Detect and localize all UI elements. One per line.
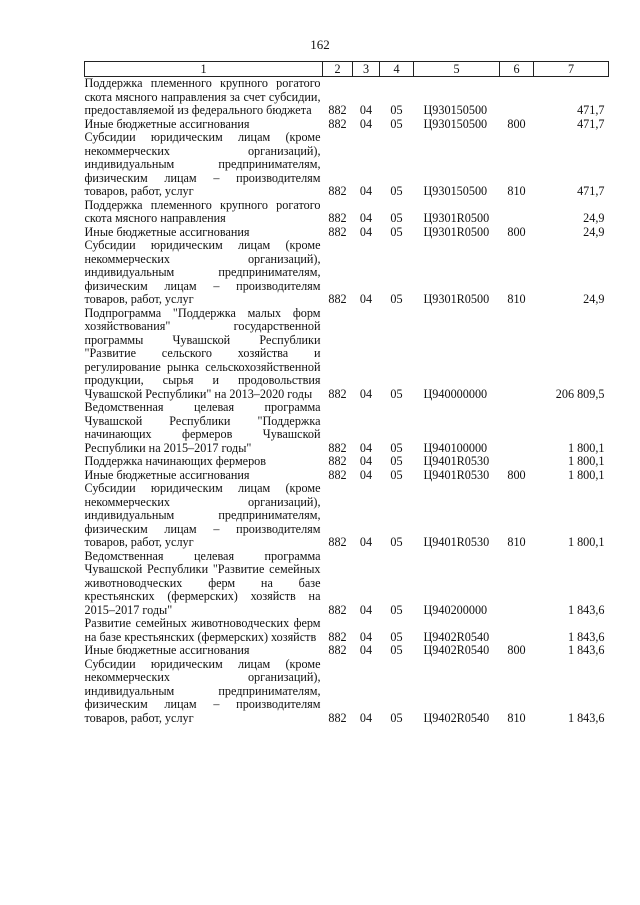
row-section-code: 04 [359,643,373,657]
table-header [85,62,609,77]
row-subsection-code: 05 [390,440,403,455]
header-row [85,62,609,77]
row-section-code: 04 [359,103,373,117]
table-row [85,307,609,402]
row-gr-code: 882 [328,535,347,549]
row-gr-code: 882 [328,629,347,644]
row-gr-code: 882 [328,454,347,468]
row-subsection-code: 05 [390,643,403,657]
row-subsection-code: 05 [390,629,403,644]
row-target-code: Ц930150500 [423,103,488,117]
row-amount: 471,7 [577,103,605,117]
row-target-code: Ц930150500 [423,184,488,198]
row-target-code: Ц9401R0530 [423,467,490,482]
column-header-7: 7 [534,62,609,77]
row-subsection-code: 05 [390,467,403,482]
row-expense-type-code: 810 [507,292,526,306]
row-amount: 1 800,1 [567,454,605,468]
row-section-code: 04 [359,629,373,644]
row-amount: 24,9 [583,292,605,306]
table-row [85,550,609,618]
row-expense-type-code: 800 [507,224,526,239]
row-target-code: Ц9402R0540 [423,710,490,725]
table-row [85,401,609,455]
row-section-code: 04 [359,710,373,725]
row-gr-code: 882 [328,211,347,225]
table-row [85,617,609,644]
row-gr-code: 882 [328,386,347,401]
row-subsection-code: 05 [390,602,403,617]
row-amount: 206 809,5 [555,386,605,401]
row-target-code: Ц9402R0540 [423,629,490,644]
row-target-code: Ц9401R0530 [423,535,490,549]
row-expense-type-code [500,199,534,226]
row-subsection-code: 05 [390,386,403,401]
row-section-code: 04 [359,184,373,198]
row-name: Ведомственная целевая программа Чувашской Республики "Развитие семейных животноводческих ферм на базе крестьянских (фермерских) хозяйств на 2015–2017 годы" [84,548,321,617]
row-name: Поддержка племенного крупного рогатого скота мясного направления [84,197,321,225]
row-section-code: 04 [359,211,373,225]
row-section-code: 04 [359,535,373,549]
row-expense-type-code: 800 [507,116,526,131]
row-expense-type-code [500,617,534,644]
row-amount: 471,7 [577,184,605,198]
row-section-code: 04 [359,454,373,468]
column-header-4: 4 [380,62,414,77]
row-gr-code: 882 [328,440,347,455]
table-row [85,239,609,307]
row-name: Иные бюджетные ассигнования [84,467,250,482]
row-target-code: Ц9301R0500 [423,224,490,239]
row-target-code: Ц940100000 [423,440,488,455]
row-amount: 24,9 [583,224,605,239]
row-amount: 1 800,1 [567,535,605,549]
row-expense-type-code [500,401,534,455]
row-subsection-code: 05 [390,224,403,239]
table-row [85,199,609,226]
row-gr-code: 882 [328,643,347,657]
row-amount: 1 843,6 [567,643,605,657]
row-gr-code: 882 [328,602,347,617]
row-name: Подпрограмма "Поддержка малых форм хозяйствования" государственной программы Чувашской Республики "Развитие сельского хозяйства и регулирование рынка сельскохозяйственной продукции, сырья и продовольствия Чувашской Республики" на 2013–2020 годы [84,305,321,401]
page-number: 162 [310,37,330,52]
row-amount: 1 800,1 [567,467,605,482]
row-name: Иные бюджетные ассигнования [84,116,250,131]
row-amount: 471,7 [577,116,605,131]
row-name: Иные бюджетные ассигнования [84,224,250,239]
row-amount: 1 800,1 [567,440,605,455]
row-subsection-code: 05 [390,184,403,198]
row-subsection-code: 05 [390,535,403,549]
row-amount: 24,9 [583,211,605,225]
row-expense-type-code: 810 [507,535,526,549]
column-header-2: 2 [323,62,353,77]
row-name: Развитие семейных животноводческих ферм на базе крестьянских (фермерских) хозяйств [84,616,321,644]
row-expense-type-code: 800 [507,467,526,482]
row-name: Иные бюджетные ассигнования [84,643,250,657]
row-amount: 1 843,6 [567,602,605,617]
table-row [85,644,609,658]
row-expense-type-code: 800 [507,643,526,657]
row-name: Субсидии юридическим лицам (кроме некоммерческих организаций), индивидуальным предпринимателям, физическим лицам – производителям товаров, работ, услуг [84,481,321,549]
table-row [85,77,609,118]
row-section-code: 04 [359,224,373,239]
row-subsection-code: 05 [390,103,403,117]
row-target-code: Ц9401R0530 [423,454,490,468]
column-header-6: 6 [500,62,534,77]
row-gr-code: 882 [328,710,347,725]
table-row [85,469,609,483]
table-row [85,131,609,199]
table-row [85,226,609,240]
row-section-code: 04 [359,386,373,401]
row-gr-code: 882 [328,116,347,131]
row-expense-type-code [500,307,534,402]
row-gr-code: 882 [328,184,347,198]
row-target-code: Ц940000000 [423,386,488,401]
table-body [85,77,609,726]
row-gr-code: 882 [328,292,347,306]
row-name: Поддержка племенного крупного рогатого скота мясного направления за счет субсидии, предоставляемой из федерального бюджета [84,76,321,117]
row-amount: 1 843,6 [567,629,605,644]
row-target-code: Ц9301R0500 [423,292,490,306]
row-section-code: 04 [359,467,373,482]
table-row [85,118,609,132]
row-subsection-code: 05 [390,116,403,131]
row-section-code: 04 [359,602,373,617]
budget-table [84,61,609,725]
row-expense-type-code: 810 [507,710,526,725]
row-target-code: Ц940200000 [423,602,488,617]
row-subsection-code: 05 [390,454,403,468]
row-name: Субсидии юридическим лицам (кроме некоммерческих организаций), индивидуальным предпринимателям, физическим лицам – производителям товаров, работ, услуг [84,238,321,306]
column-header-1: 1 [85,62,323,77]
column-header-5: 5 [414,62,500,77]
table-row [85,482,609,550]
row-expense-type-code [500,455,534,469]
row-expense-type-code [500,77,534,118]
row-name: Субсидии юридическим лицам (кроме некоммерческих организаций), индивидуальным предпринимателям, физическим лицам – производителям товаров, работ, услуг [84,130,321,198]
row-section-code: 04 [359,440,373,455]
row-amount: 1 843,6 [567,710,605,725]
row-gr-code: 882 [328,224,347,239]
table-row [85,455,609,469]
table-row [85,658,609,726]
row-expense-type-code: 810 [507,184,526,198]
row-expense-type-code [500,550,534,618]
row-name: Субсидии юридическим лицам (кроме некоммерческих организаций), индивидуальным предпринимателям, физическим лицам – производителям товаров, работ, услуг [84,656,321,725]
row-section-code: 04 [359,292,373,306]
row-gr-code: 882 [328,467,347,482]
row-target-code: Ц930150500 [423,116,488,131]
row-section-code: 04 [359,116,373,131]
row-subsection-code: 05 [390,211,403,225]
row-name: Поддержка начинающих фермеров [84,454,267,468]
row-target-code: Ц9301R0500 [423,211,490,225]
row-gr-code: 882 [328,103,347,117]
row-name: Ведомственная целевая программа Чувашской Республики "Поддержка начинающих фермеров Чувашской Республики на 2015–2017 годы" [84,400,321,455]
row-subsection-code: 05 [390,710,403,725]
row-subsection-code: 05 [390,292,403,306]
row-target-code: Ц9402R0540 [423,643,490,657]
column-header-3: 3 [353,62,380,77]
